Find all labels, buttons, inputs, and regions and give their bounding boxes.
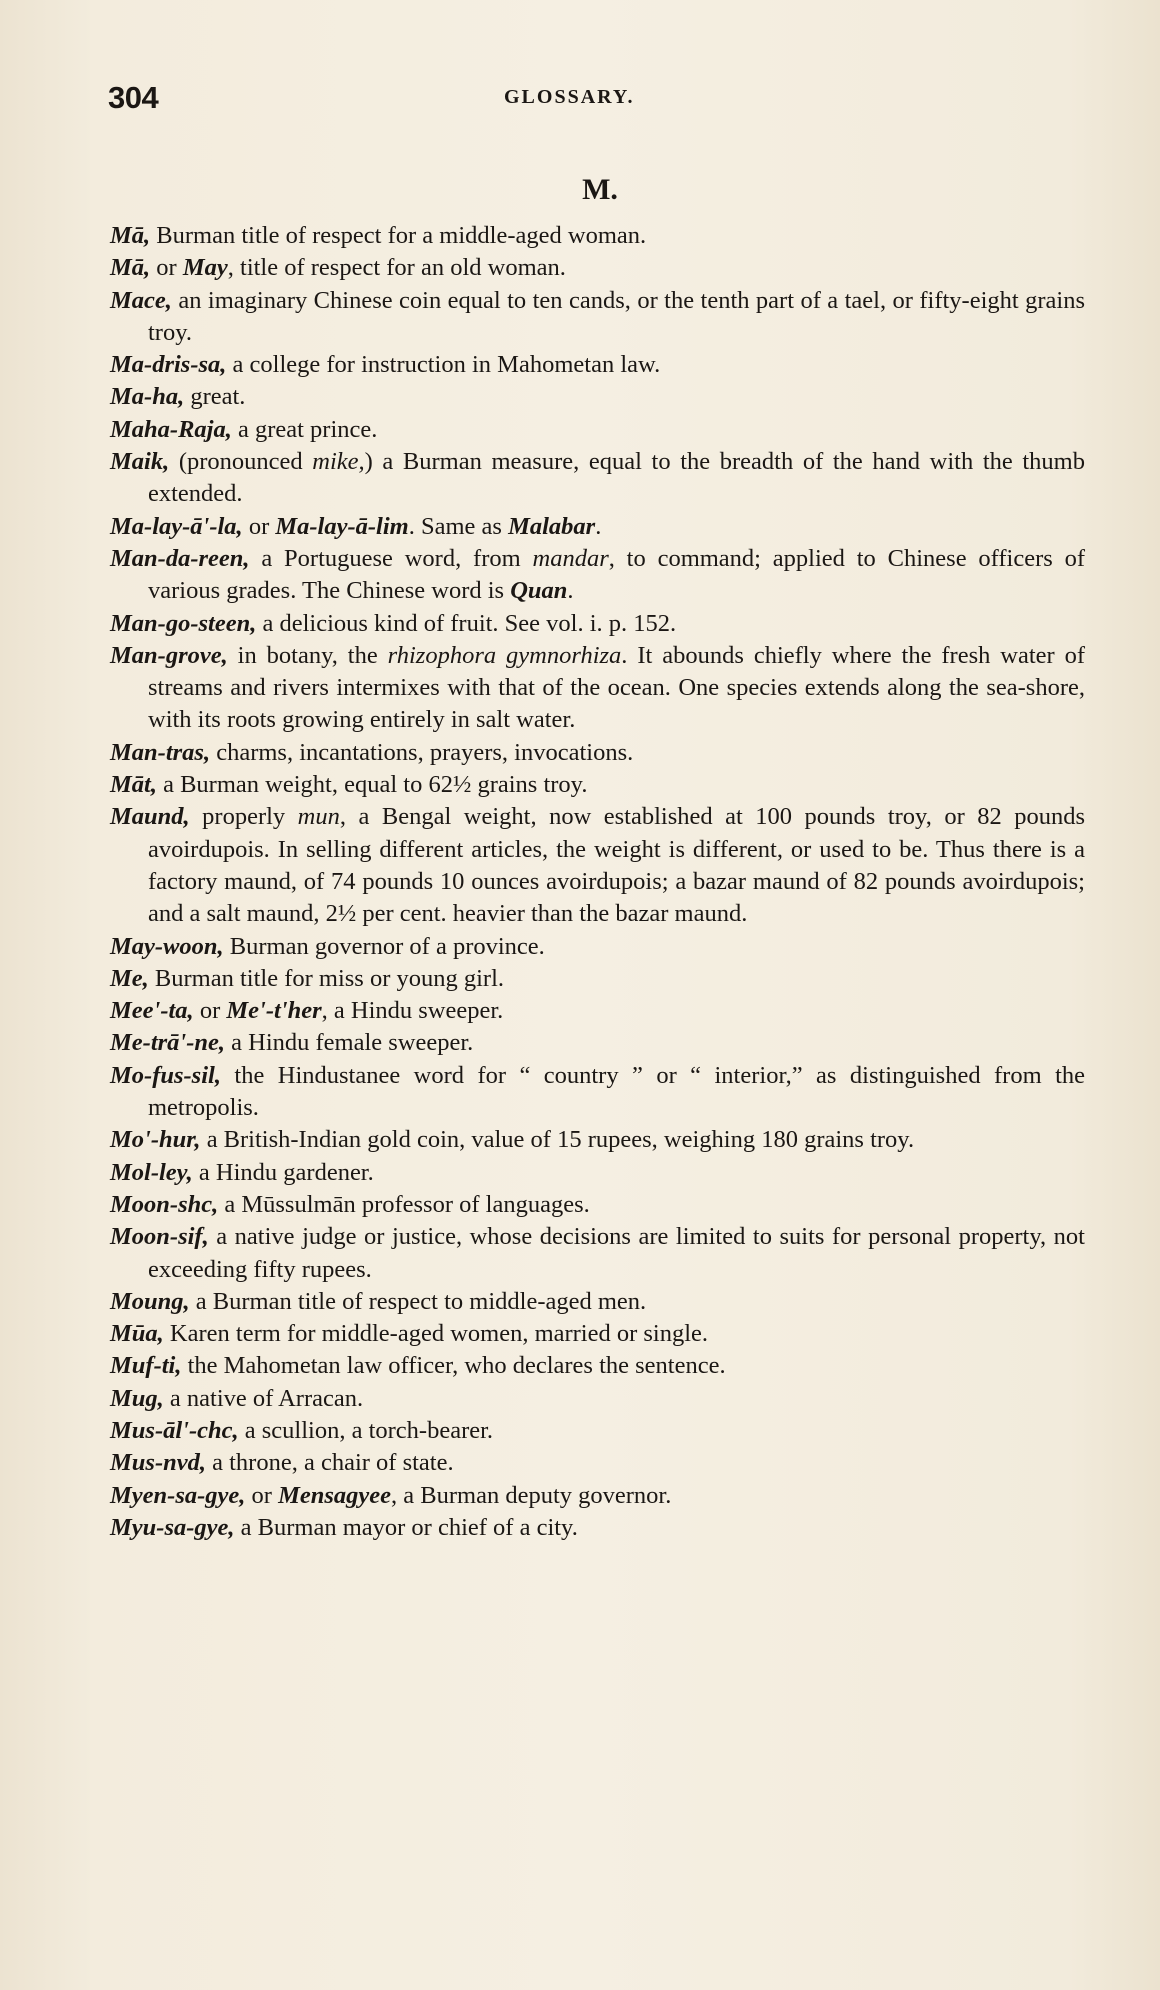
entry-definition: a Portuguese word, from mandar, to command; applied to Chinese officers of various grades. The Chinese word is Quan. — [148, 544, 1085, 605]
entry-definition: a delicious kind of fruit. See vol. i. p. 152. — [256, 609, 677, 637]
running-head: GLOSSARY. — [504, 86, 635, 108]
entry-term: Maik, — [110, 448, 170, 476]
entry-term: Mee'-ta, — [110, 997, 194, 1025]
entry-definition: the Mahometan law officer, who declares the sentence. — [181, 1352, 726, 1380]
glossary-entry — [110, 769, 1085, 801]
entry-definition: a throne, a chair of state. — [205, 1449, 454, 1477]
page-header — [108, 80, 1098, 120]
glossary-entry — [110, 1415, 1085, 1447]
entry-term: Myen-sa-gye, — [110, 1481, 246, 1509]
glossary-entries — [110, 220, 1085, 1544]
entry-definition: or May, title of respect for an old woman. — [150, 254, 566, 282]
glossary-entry — [110, 1124, 1085, 1156]
entry-definition: a Mūssulmān professor of languages. — [218, 1190, 590, 1218]
glossary-entry — [110, 1512, 1085, 1544]
glossary-entry — [110, 801, 1085, 930]
entry-term: Me-trā'-ne, — [110, 1029, 225, 1057]
entry-term: Ma-ha, — [110, 383, 185, 411]
entry-term: Mace, — [110, 286, 172, 314]
entry-definition: a native of Arracan. — [163, 1384, 364, 1412]
glossary-entry — [110, 511, 1085, 543]
entry-definition: a great prince. — [231, 415, 378, 443]
glossary-entry — [110, 931, 1085, 963]
entry-term: Man-da-reen, — [110, 544, 250, 572]
glossary-entry — [110, 414, 1085, 446]
entry-term: Mo-fus-sil, — [110, 1061, 221, 1089]
entry-term: Man-tras, — [110, 738, 211, 766]
entry-definition: a British-Indian gold coin, value of 15 rupees, weighing 180 grains troy. — [200, 1126, 915, 1154]
entry-term: Mūa, — [110, 1320, 164, 1348]
glossary-entry — [110, 285, 1085, 350]
glossary-entry — [110, 252, 1085, 284]
entry-definition: an imaginary Chinese coin equal to ten cands, or the tenth part of a tael, or fifty-eight grains troy. — [148, 286, 1085, 346]
entry-term: Mol-ley, — [110, 1158, 193, 1186]
entry-term: Ma-lay-ā'-la, — [110, 512, 243, 540]
entry-definition: a Burman weight, equal to 62½ grains troy. — [156, 771, 588, 799]
entry-term: Myu-sa-gye, — [110, 1513, 235, 1541]
entry-term: Muf-ti, — [110, 1352, 182, 1380]
entry-term: Me, — [110, 964, 149, 992]
entry-definition: in botany, the rhizophora gymnorhiza. It abounds chiefly where the fresh water of streams and rivers intermixes with that of the ocean. One species extends along the sea-shore, with its roots growing entirely in salt water. — [148, 641, 1086, 734]
entry-definition: or Ma-lay-ā-lim. Same as Malabar. — [242, 512, 602, 540]
glossary-entry — [110, 737, 1085, 769]
entry-definition: properly mun, a Bengal weight, now established at 100 pounds troy, or 82 pounds avoirdupois. In selling different articles, the weight is different, or used to be. Thus there is a factory maund, of 74 pounds 10 ounces avoirdupois; a bazar maund of 82 pounds avoirdupois; and a salt maund, 2½ per cent. heavier than the bazar maund. — [148, 803, 1086, 928]
glossary-entry — [110, 1286, 1085, 1318]
entry-term: Man-grove, — [110, 641, 228, 669]
entry-term: Maha-Raja, — [110, 415, 232, 443]
glossary-entry — [110, 963, 1085, 995]
glossary-entry — [110, 1318, 1085, 1350]
entry-definition: a Burman title of respect to middle-aged men. — [189, 1287, 647, 1315]
glossary-entry — [110, 1221, 1085, 1286]
entry-term: May-woon, — [110, 932, 224, 960]
glossary-entry — [110, 543, 1085, 608]
entry-definition: a college for instruction in Mahometan law. — [226, 351, 661, 379]
glossary-entry — [110, 349, 1085, 381]
entry-term: Man-go-steen, — [110, 609, 257, 637]
glossary-entry — [110, 1027, 1085, 1059]
glossary-entry — [110, 381, 1085, 413]
entry-term: Mā, — [110, 222, 151, 249]
glossary-entry — [110, 1383, 1085, 1415]
glossary-entry — [110, 640, 1085, 737]
entry-definition: a Hindu gardener. — [192, 1158, 374, 1186]
entry-term: Māt, — [110, 771, 157, 799]
entry-definition: the Hindustanee word for “ country ” or “ interior,” as distinguished from the metropolis. — [148, 1061, 1085, 1122]
glossary-entry — [110, 220, 1085, 252]
entry-definition: Karen term for middle-aged women, married or single. — [163, 1320, 709, 1348]
entry-term: Moung, — [110, 1287, 190, 1315]
glossary-entry — [110, 608, 1085, 640]
glossary-entry — [110, 1060, 1085, 1125]
section-letter-heading: M. — [582, 173, 618, 206]
glossary-entry — [110, 1157, 1085, 1189]
glossary-entry — [110, 1447, 1085, 1479]
page-number: 304 — [108, 80, 159, 115]
entry-definition: great. — [184, 383, 246, 411]
entry-term: Mā, — [110, 254, 151, 282]
entry-definition: Burman title for miss or young girl. — [148, 964, 505, 992]
entry-term: Moon-shc, — [110, 1190, 219, 1218]
entry-definition: a scullion, a torch-bearer. — [238, 1416, 494, 1444]
glossary-entry — [110, 1350, 1085, 1382]
glossary-entry — [110, 1480, 1085, 1512]
glossary-entry — [110, 1189, 1085, 1221]
entry-term: Mo'-hur, — [110, 1126, 201, 1154]
entry-definition: Burman title of respect for a middle-aged woman. — [150, 222, 647, 249]
entry-term: Moon-sif, — [110, 1223, 209, 1251]
glossary-entry — [110, 446, 1085, 511]
entry-term: Mus-āl'-chc, — [110, 1416, 239, 1444]
entry-definition: charms, incantations, prayers, invocations. — [210, 738, 634, 766]
entry-term: Maund, — [110, 803, 190, 831]
entry-definition: a native judge or justice, whose decisions are limited to suits for personal property, not exceeding fifty rupees. — [148, 1223, 1085, 1283]
entry-definition: a Hindu female sweeper. — [225, 1029, 474, 1057]
entry-term: Mus-nvd, — [110, 1449, 206, 1477]
entry-definition: (pronounced mike,) a Burman measure, equal to the breadth of the hand with the thumb extended. — [148, 448, 1085, 508]
entry-definition: Burman governor of a province. — [223, 932, 545, 960]
entry-term: Mug, — [110, 1384, 164, 1412]
glossary-entry — [110, 995, 1085, 1027]
entry-term: Ma-dris-sa, — [110, 351, 227, 379]
entry-definition: or Me'-t'her, a Hindu sweeper. — [193, 997, 504, 1025]
entry-definition: or Mensagyee, a Burman deputy governor. — [245, 1481, 672, 1509]
entry-definition: a Burman mayor or chief of a city. — [234, 1513, 578, 1541]
